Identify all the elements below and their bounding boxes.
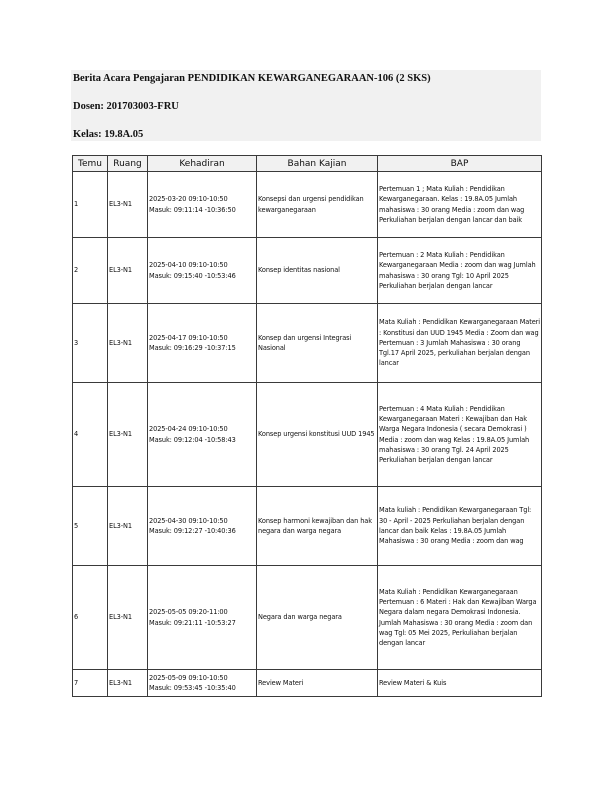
cell-bahan-kajian: Konsepsi dan urgensi pendidikan kewarganegaraan <box>257 172 378 238</box>
table-row <box>73 670 542 697</box>
kehadiran-jadwal: 2025-04-30 09:10-10:50 <box>149 516 228 525</box>
document-title: Berita Acara Pengajaran PENDIDIKAN KEWARGANEGARAAN-106 (2 SKS) <box>73 73 431 84</box>
cell-temu: 3 <box>73 304 108 383</box>
cell-bap: Mata Kuliah : Pendidikan Kewarganegaraan Materi : Konstitusi dan UUD 1945 Media : Zoom dan wag Pertemuan : 3 Jumlah Mahasiswa : 30 orang Tgl.17 April 2025, perkuliahan berjalan dengan lancar <box>378 304 542 383</box>
dosen-label: Dosen: 201703003-FRU <box>73 101 179 112</box>
cell-bap: Mata Kuliah : Pendidikan Kewarganegaraan Pertemuan : 6 Materi : Hak dan Kewajiban Warga Negara dalam negara Demokrasi Indonesia. Jumlah Mahasiswa : 30 orang Media : zoom dan wag Tgl: 05 Mei 2025, Perkuliahan berjalan dengan lancar <box>378 566 542 670</box>
cell-bap: Pertemuan : 4 Mata Kuliah : Pendidikan Kewarganegaraan Materi : Kewajiban dan Hak Warga Negara Indonesia ( secara Demokrasi ) Media : zoom dan wag Kelas : 19.8A.05 Jumlah mahasiswa : 30 orang Tgl. 24 April 2025 Perkuliahan berjalan dengan lancar <box>378 383 542 487</box>
table-row <box>73 172 542 238</box>
table-header-row <box>73 156 542 172</box>
cell-ruang: EL3-N1 <box>108 670 148 697</box>
cell-kehadiran <box>148 487 257 566</box>
cell-bahan-kajian: Review Materi <box>257 670 378 697</box>
cell-bap: Mata kuliah : Pendidikan Kewarganegaraan Tgl: 30 - April - 2025 Perkuliahan berjalan dengan lancar dan baik Kelas : 19.8A.05 Jumlah Mahasiswa : 30 orang Media : zoom dan wag <box>378 487 542 566</box>
cell-kehadiran <box>148 172 257 238</box>
cell-kehadiran <box>148 238 257 304</box>
cell-temu: 7 <box>73 670 108 697</box>
cell-ruang: EL3-N1 <box>108 566 148 670</box>
col-header-temu: Temu <box>73 156 108 172</box>
table-row <box>73 238 542 304</box>
cell-bahan-kajian: Konsep dan urgensi Integrasi Nasional <box>257 304 378 383</box>
kehadiran-jadwal: 2025-04-24 09:10-10:50 <box>149 425 228 434</box>
cell-bap: Review Materi & Kuis <box>378 670 542 697</box>
table-row <box>73 304 542 383</box>
cell-bap: Pertemuan : 2 Mata Kuliah : Pendidikan Kewarganegaraan Media : zoom dan wag Jumlah mahasiswa : 30 orang Tgl: 10 April 2025 Perkuliahan berjalan dengan lancar <box>378 238 542 304</box>
col-header-kehadiran: Kehadiran <box>148 156 257 172</box>
cell-ruang: EL3-N1 <box>108 383 148 487</box>
kehadiran-masuk: Masuk: 09:12:04 -10:58:43 <box>149 435 236 444</box>
cell-temu: 2 <box>73 238 108 304</box>
kehadiran-masuk: Masuk: 09:53:45 -10:35:40 <box>149 684 236 692</box>
cell-kehadiran <box>148 566 257 670</box>
kehadiran-jadwal: 2025-03-20 09:10-10:50 <box>149 195 228 204</box>
cell-temu: 1 <box>73 172 108 238</box>
kehadiran-masuk: Masuk: 09:12:27 -10:40:36 <box>149 527 236 535</box>
cell-ruang: EL3-N1 <box>108 304 148 383</box>
cell-kehadiran <box>148 304 257 383</box>
table-row <box>73 383 542 487</box>
kehadiran-jadwal: 2025-04-17 09:10-10:50 <box>149 333 228 342</box>
cell-ruang: EL3-N1 <box>108 238 148 304</box>
cell-bahan-kajian: Konsep urgensi konstitusi UUD 1945 <box>257 383 378 487</box>
kehadiran-jadwal: 2025-04-10 09:10-10:50 <box>149 261 228 270</box>
kehadiran-masuk: Masuk: 09:11:14 -10:36:50 <box>149 205 236 214</box>
cell-kehadiran <box>148 383 257 487</box>
cell-temu: 5 <box>73 487 108 566</box>
cell-bap: Pertemuan 1 ; Mata Kuliah : Pendidikan Kewarganegaraan. Kelas : 19.8A.05 Jumlah mahasiswa : 30 orang Media : zoom dan wag Perkuliahan berjalan dengan lancar dan baik <box>378 172 542 238</box>
kehadiran-masuk: Masuk: 09:21:11 -10:53:27 <box>149 618 236 627</box>
table-row <box>73 566 542 670</box>
cell-bahan-kajian: Negara dan warga negara <box>257 566 378 670</box>
cell-ruang: EL3-N1 <box>108 487 148 566</box>
col-header-bahan-kajian: Bahan Kajian <box>257 156 378 172</box>
col-header-ruang: Ruang <box>108 156 148 172</box>
bap-table <box>72 155 542 697</box>
kehadiran-jadwal: 2025-05-09 09:10-10:50 <box>149 673 228 682</box>
kehadiran-masuk: Masuk: 09:15:40 -10:53:46 <box>149 271 236 280</box>
col-header-bap: BAP <box>378 156 542 172</box>
table-row <box>73 487 542 566</box>
cell-bahan-kajian: Konsep identitas nasional <box>257 238 378 304</box>
cell-bahan-kajian: Konsep harmoni kewajiban dan hak negara dan warga negara <box>257 487 378 566</box>
cell-kehadiran <box>148 670 257 697</box>
kelas-label: Kelas: 19.8A.05 <box>73 129 144 140</box>
cell-temu: 4 <box>73 383 108 487</box>
cell-ruang: EL3-N1 <box>108 172 148 238</box>
cell-temu: 6 <box>73 566 108 670</box>
kehadiran-jadwal: 2025-05-05 09:20-11:00 <box>149 608 228 617</box>
kehadiran-masuk: Masuk: 09:16:29 -10:37:15 <box>149 344 236 352</box>
